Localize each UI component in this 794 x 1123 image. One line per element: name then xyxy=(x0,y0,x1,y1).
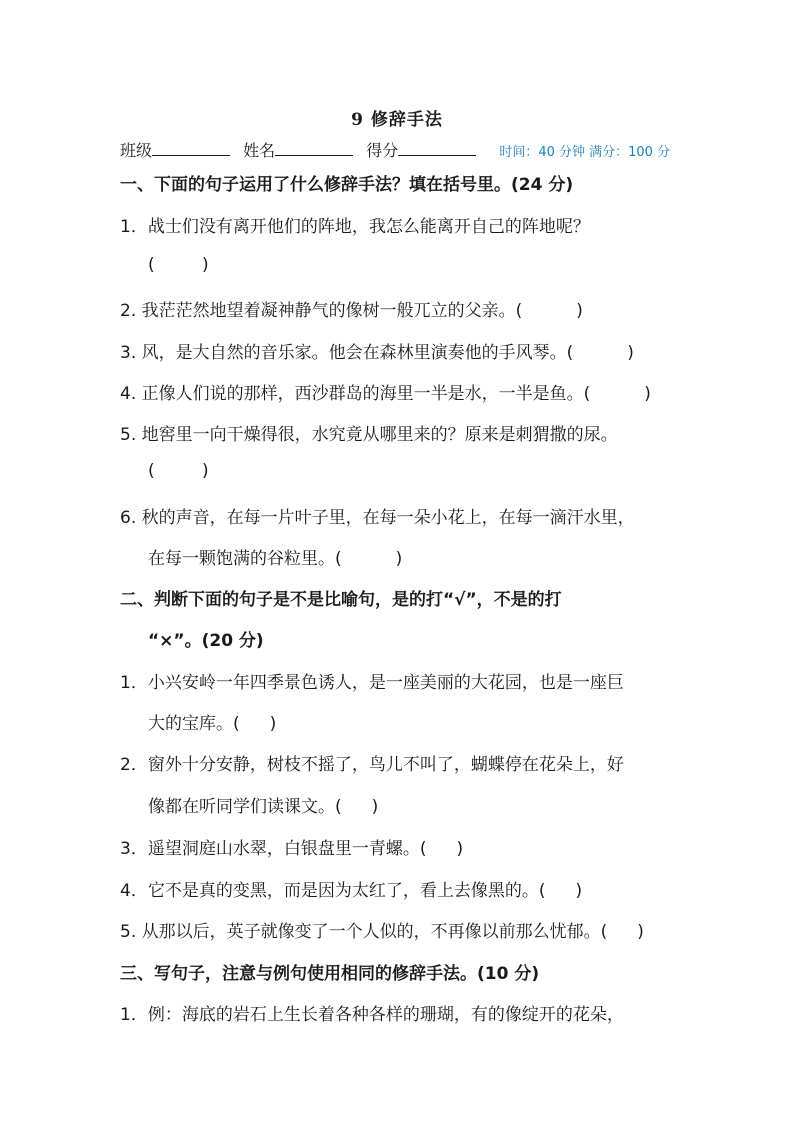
section1-heading: 一、下面的句子运用了什么修辞手法？填在括号里。(24 分) xyxy=(120,175,574,195)
section1-item-6-cont: 在每一颗饱满的谷粒里。( ) xyxy=(148,549,403,569)
page-title: 9 修辞手法 xyxy=(351,110,443,130)
section2-item-3: 3．遥望洞庭山水翠，白银盘里一青螺。( ) xyxy=(120,839,464,859)
class-blank[interactable] xyxy=(152,141,230,156)
section2-item-2: 2．窗外十分安静，树枝不摇了，鸟儿不叫了，蝴蝶停在花朵上，好 xyxy=(120,755,624,775)
name-blank[interactable] xyxy=(275,141,353,156)
section2-item-2-cont: 像都在听同学们读课文。( ) xyxy=(148,797,379,817)
section2-item-4: 4．它不是真的变黑，而是因为太红了，看上去像黑的。( ) xyxy=(120,881,583,901)
name-label: 姓名 xyxy=(243,141,276,160)
section1-item-4: 4. 正像人们说的那样，西沙群岛的海里一半是水，一半是鱼。( ) xyxy=(120,384,651,404)
score-label: 得分 xyxy=(366,141,399,160)
section2-heading-cont: “×”。(20 分) xyxy=(148,631,264,651)
section1-answer-5[interactable]: ( ) xyxy=(148,461,209,481)
section2-item-1-cont: 大的宝库。( ) xyxy=(148,714,277,734)
info-row xyxy=(120,138,670,161)
section2-item-5: 5. 从那以后，英子就像变了一个人似的，不再像以前那么忧郁。( ) xyxy=(120,922,644,942)
score-blank[interactable] xyxy=(398,141,476,156)
section1-item-3: 3. 风，是大自然的音乐家。他会在森林里演奏他的手风琴。( ) xyxy=(120,343,634,363)
section1-item-1: 1．战士们没有离开他们的阵地，我怎么能离开自己的阵地呢？ xyxy=(120,217,590,237)
section3-heading: 三、写句子，注意与例句使用相同的修辞手法。(10 分) xyxy=(120,964,540,984)
section1-answer-1[interactable]: ( ) xyxy=(148,255,209,275)
section3-item-1: 1．例：海底的岩石上生长着各种各样的珊瑚，有的像绽开的花朵， xyxy=(120,1005,624,1025)
section1-item-5: 5. 地窖里一向干燥得很，水究竟从哪里来的？原来是刺猬撒的尿。 xyxy=(120,425,618,445)
section2-item-1: 1．小兴安岭一年四季景色诱人，是一座美丽的大花园，也是一座巨 xyxy=(120,673,624,693)
section1-item-2: 2. 我茫茫然地望着凝神静气的像树一般兀立的父亲。( ) xyxy=(120,301,583,321)
section1-item-6: 6. 秋的声音，在每一片叶子里，在每一朵小花上，在每一滴汗水里， xyxy=(120,508,635,528)
time-score-info: 时间：40 分钟 满分：100 分 xyxy=(499,145,671,160)
class-label: 班级 xyxy=(120,141,153,160)
section2-heading: 二、判断下面的句子是不是比喻句，是的打“√”，不是的打 xyxy=(120,590,562,610)
